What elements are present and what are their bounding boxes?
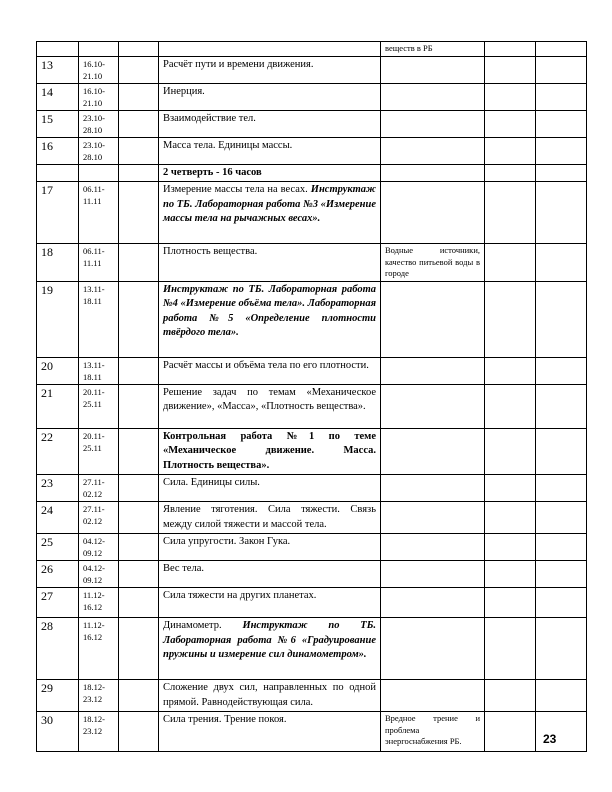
- lesson-topic: [159, 244, 381, 282]
- fact-date-cell: [119, 137, 159, 164]
- lesson-date: 06.11- 11.11: [79, 182, 119, 244]
- lesson-date: 18.12- 23.12: [79, 712, 119, 752]
- lesson-topic: [159, 83, 381, 110]
- extra-cell: [536, 680, 587, 712]
- extra-cell: [485, 56, 536, 83]
- lesson-date: 27.11- 02.12: [79, 475, 119, 502]
- table-row: [37, 244, 587, 282]
- extra-cell: [485, 588, 536, 618]
- table-row: [37, 83, 587, 110]
- lesson-date: 13.11- 18.11: [79, 281, 119, 357]
- table-row: [37, 357, 587, 384]
- regional-note: [381, 588, 485, 618]
- regional-note: [381, 281, 485, 357]
- lesson-topic: [159, 182, 381, 244]
- lesson-date: 16.10- 21.10: [79, 83, 119, 110]
- topic-text: Вес тела.: [163, 563, 204, 574]
- lesson-number: 16: [37, 137, 79, 164]
- topic-text: Контрольная работа №1 по теме «Механическое движение. Масса. Плотность вещества».: [163, 430, 376, 471]
- lesson-number: 19: [37, 281, 79, 357]
- lesson-number: 25: [37, 534, 79, 561]
- topic-text: Масса тела. Единицы массы.: [163, 139, 293, 151]
- fact-date-cell: [119, 357, 159, 384]
- table-row: [37, 56, 587, 83]
- regional-note: [381, 428, 485, 475]
- extra-cell: [485, 680, 536, 712]
- regional-note: [381, 83, 485, 110]
- extra-cell: [536, 384, 587, 428]
- topic-text: Сложение двух сил, направленных по одной прямой. Равнодействующая сила.: [163, 682, 376, 708]
- lesson-topic: [159, 357, 381, 384]
- page-number: 23: [543, 732, 557, 746]
- regional-note: Водные источники, качество питьевой воды в городе: [381, 244, 485, 282]
- extra-cell: [485, 384, 536, 428]
- lesson-number: 27: [37, 588, 79, 618]
- topic-text: Динамометр.: [163, 620, 243, 631]
- extra-cell: [536, 502, 587, 534]
- date-cell: [79, 42, 119, 57]
- regional-note: [381, 618, 485, 680]
- table-row: [37, 428, 587, 475]
- extra-cell: [536, 561, 587, 588]
- topic-text: Расчёт массы и объёма тела по его плотности.: [163, 359, 369, 371]
- table-row-continuation: [37, 42, 587, 57]
- regional-note: [381, 110, 485, 137]
- lesson-number: 28: [37, 618, 79, 680]
- regional-note: [381, 534, 485, 561]
- topic-text: Взаимодействие тел.: [163, 112, 256, 124]
- extra-cell: [485, 618, 536, 680]
- fact-date-cell: [119, 83, 159, 110]
- regional-note: [381, 182, 485, 244]
- lesson-topic: [159, 712, 381, 752]
- extra-cell: [485, 357, 536, 384]
- lesson-topic: [159, 534, 381, 561]
- topic-text: Инструктаж по ТБ. Лабораторная работа №3 «Измерение массы тела на рычажных весах».: [163, 184, 376, 224]
- lesson-number: 17: [37, 182, 79, 244]
- extra-cell: [485, 475, 536, 502]
- topic-text: Измерение массы тела на весах.: [163, 184, 311, 195]
- lesson-number: 20: [37, 357, 79, 384]
- lesson-number: 13: [37, 56, 79, 83]
- table-row: [37, 588, 587, 618]
- extra-cell: [485, 244, 536, 282]
- topic-text: Инструктаж по ТБ. Лабораторная работа №4 «Измерение объёма тела». Лабораторная работа №5 «Определение плотности твёрдого тела».: [163, 283, 376, 338]
- extra-cell: [485, 164, 536, 182]
- table-row: [37, 712, 587, 752]
- topic-text: Решение задач по темам «Механическое движение», «Масса», «Плотность вещества».: [163, 386, 376, 412]
- lesson-topic: [159, 56, 381, 83]
- lesson-plan-body: [37, 42, 587, 752]
- regional-note: [381, 357, 485, 384]
- extra-cell: [485, 281, 536, 357]
- lesson-date: 20.11- 25.11: [79, 384, 119, 428]
- fact-date-cell: [119, 588, 159, 618]
- topic-text: 2 четверть - 16 часов: [163, 166, 262, 178]
- topic-text: Инерция.: [163, 85, 205, 97]
- table-row: [37, 110, 587, 137]
- lesson-number: 18: [37, 244, 79, 282]
- extra-cell: [536, 618, 587, 680]
- lesson-topic: [159, 561, 381, 588]
- topic-cell: [159, 42, 381, 57]
- lesson-number: 29: [37, 680, 79, 712]
- topic-text: Сила трения. Трение покоя.: [163, 714, 287, 725]
- topic-text: Сила. Единицы силы.: [163, 477, 260, 488]
- lesson-date: 23.10- 28.10: [79, 110, 119, 137]
- lesson-number: 14: [37, 83, 79, 110]
- fact-date-cell: [119, 502, 159, 534]
- lesson-number: 15: [37, 110, 79, 137]
- topic-text: Расчёт пути и времени движения.: [163, 58, 314, 70]
- table-row: [37, 182, 587, 244]
- lesson-topic: [159, 137, 381, 164]
- table-row: [37, 281, 587, 357]
- topic-text: Сила тяжести на других планетах.: [163, 590, 317, 601]
- table-row: [37, 475, 587, 502]
- num-cell: [37, 42, 79, 57]
- extra-cell: [536, 83, 587, 110]
- fact-date-cell: [119, 712, 159, 752]
- fact-date-cell: [119, 618, 159, 680]
- fact-date-cell: [119, 561, 159, 588]
- fact-date-cell: [119, 182, 159, 244]
- extra-cell: [536, 588, 587, 618]
- lesson-date: 20.11- 25.11: [79, 428, 119, 475]
- extra-cell: [485, 83, 536, 110]
- lesson-date: 04.12- 09.12: [79, 561, 119, 588]
- lesson-number: 24: [37, 502, 79, 534]
- table-row: [37, 137, 587, 164]
- lesson-topic: [159, 281, 381, 357]
- regional-note: [381, 502, 485, 534]
- extra-cell: [536, 428, 587, 475]
- lesson-date: 13.11- 18.11: [79, 357, 119, 384]
- fact-date-cell: [119, 534, 159, 561]
- extra-cell: [536, 281, 587, 357]
- regional-note: [381, 475, 485, 502]
- regional-note: Вредное трение и проблема энергоснабжения РБ.: [381, 712, 485, 752]
- lesson-topic: [159, 110, 381, 137]
- fact-date-cell: [119, 428, 159, 475]
- fact-date-cell: [119, 384, 159, 428]
- lesson-date: 06.11- 11.11: [79, 244, 119, 282]
- lesson-date: 23.10- 28.10: [79, 137, 119, 164]
- lesson-number: 30: [37, 712, 79, 752]
- extra-cell: [485, 502, 536, 534]
- extra-cell: [536, 244, 587, 282]
- regional-note: [381, 137, 485, 164]
- fact-date-cell: [119, 244, 159, 282]
- fact-date-cell: [119, 475, 159, 502]
- topic-text: Плотность вещества.: [163, 246, 258, 257]
- lesson-topic: [159, 384, 381, 428]
- regional-note: [381, 384, 485, 428]
- regional-note: [381, 164, 485, 182]
- fact-date-cell: [119, 110, 159, 137]
- regional-note: [381, 561, 485, 588]
- extra-cell: [536, 164, 587, 182]
- fact-date-cell: [119, 680, 159, 712]
- lesson-topic: [159, 588, 381, 618]
- extra-cell: [536, 182, 587, 244]
- lesson-plan-table: [36, 41, 587, 752]
- section-title: [159, 164, 381, 182]
- fact-date-cell: [119, 164, 159, 182]
- lesson-date: 04.12- 09.12: [79, 534, 119, 561]
- lesson-date: [79, 164, 119, 182]
- note-cell: веществ в РБ: [381, 42, 485, 57]
- lesson-number: 23: [37, 475, 79, 502]
- extra-cell: [485, 561, 536, 588]
- fact-date-cell: [119, 281, 159, 357]
- regional-note: [381, 680, 485, 712]
- lesson-number: 26: [37, 561, 79, 588]
- table-row: [37, 561, 587, 588]
- lesson-date: 18.12- 23.12: [79, 680, 119, 712]
- lesson-topic: [159, 680, 381, 712]
- extra-cell: [536, 56, 587, 83]
- extra-cell: [536, 137, 587, 164]
- lesson-topic: [159, 428, 381, 475]
- regional-note: [381, 56, 485, 83]
- table-row: [37, 618, 587, 680]
- topic-text: Сила упругости. Закон Гука.: [163, 536, 291, 547]
- lesson-topic: [159, 502, 381, 534]
- table-row: [37, 534, 587, 561]
- lesson-number: 22: [37, 428, 79, 475]
- lesson-date: 11.12- 16.12: [79, 588, 119, 618]
- extra-cell: [485, 42, 536, 57]
- extra-cell: [485, 712, 536, 752]
- table-row: [37, 502, 587, 534]
- extra-cell: [536, 475, 587, 502]
- extra-cell: [536, 357, 587, 384]
- fact-date-cell: [119, 42, 159, 57]
- lesson-number: 21: [37, 384, 79, 428]
- table-row: [37, 384, 587, 428]
- fact-date-cell: [119, 56, 159, 83]
- extra-cell: [485, 137, 536, 164]
- lesson-topic: [159, 475, 381, 502]
- lesson-date: 27.11- 02.12: [79, 502, 119, 534]
- lesson-date: 16.10- 21.10: [79, 56, 119, 83]
- extra-cell: [485, 182, 536, 244]
- section-row: [37, 164, 587, 182]
- lesson-date: 11.12- 16.12: [79, 618, 119, 680]
- extra-cell: [485, 428, 536, 475]
- table-row: [37, 680, 587, 712]
- topic-text: Явление тяготения. Сила тяжести. Связь между силой тяжести и массой тела.: [163, 504, 376, 530]
- extra-cell: [536, 42, 587, 57]
- extra-cell: [485, 534, 536, 561]
- topic-text: Инструктаж по ТБ. Лабораторная работа №6 «Градуирование пружины и измерение сил динамометром».: [163, 620, 376, 660]
- extra-cell: [536, 534, 587, 561]
- lesson-number: [37, 164, 79, 182]
- extra-cell: [536, 110, 587, 137]
- lesson-topic: [159, 618, 381, 680]
- extra-cell: [485, 110, 536, 137]
